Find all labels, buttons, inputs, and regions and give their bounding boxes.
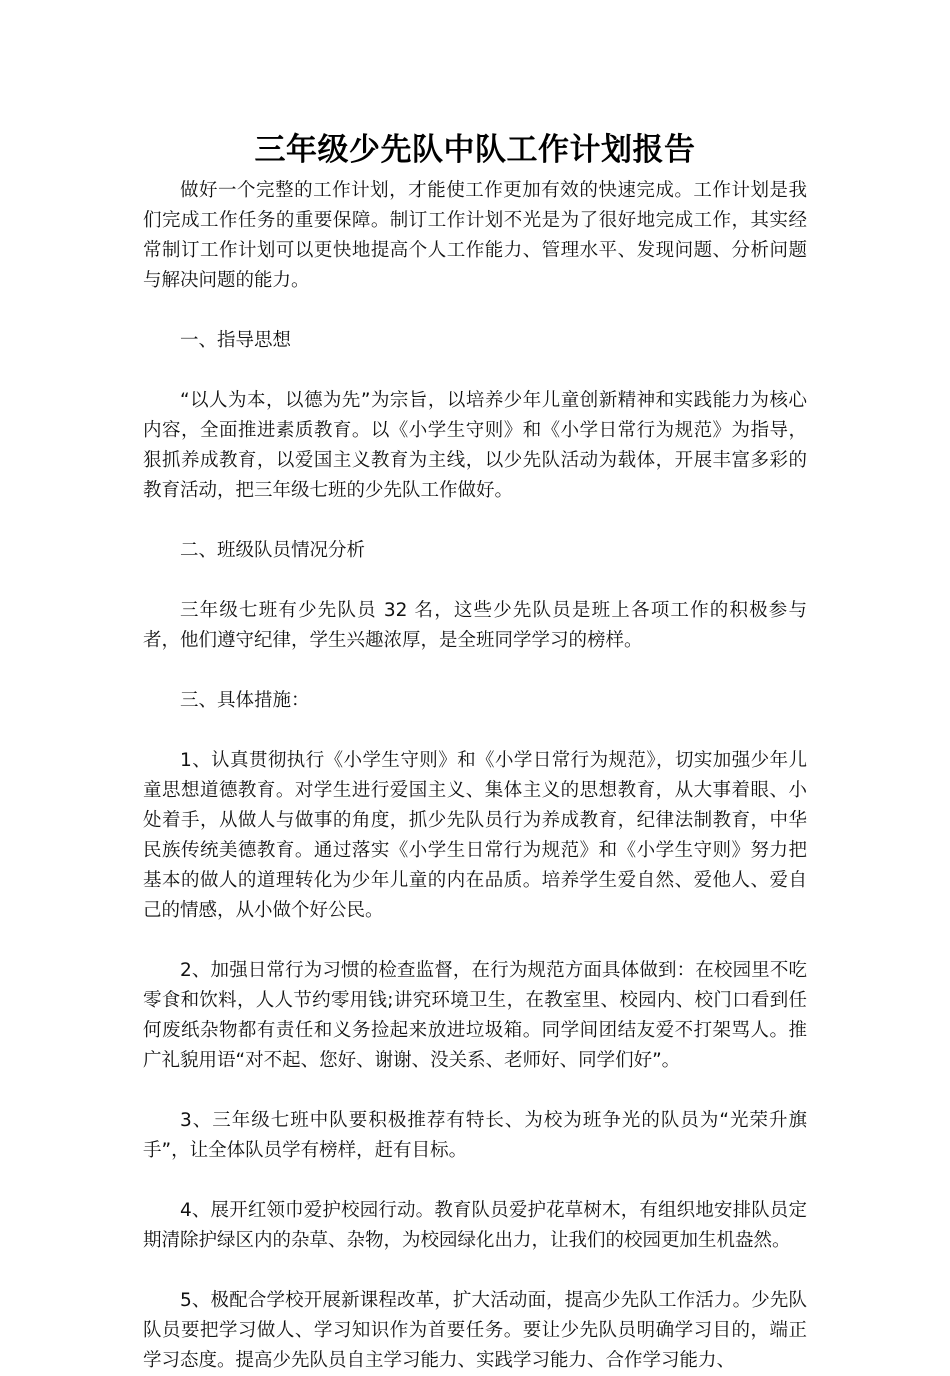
measure-item-5: 5、极配合学校开展新课程改革，扩大活动面，提高少先队工作活力。少先队队员要把学习做人、学习知识作为首要任务。要让少先队员明确学习目的，端正学习态度。提高少先队员自主学习能力、实践学习能力、合作学习能力、 xyxy=(143,1290,807,1371)
section-heading-class-analysis: 二、班级队员情况分析 xyxy=(180,540,366,561)
measure-item-3: 3、三年级七班中队要积极推荐有特长、为校为班争光的队员为“光荣升旗手”，让全体队员学有榜样，赶有目标。 xyxy=(143,1110,807,1161)
measure-item-2: 2、加强日常行为习惯的检查监督，在行为规范方面具体做到：在校园里不吃零食和饮料，人人节约零用钱;讲究环境卫生，在教室里、校园内、校门口看到任何废纸杂物都有责任和义务捡起来放进垃圾箱。同学间团结友爱不打架骂人。推广礼貌用语“对不起、您好、谢谢、没关系、老师好、同学们好”。 xyxy=(143,960,807,1071)
paragraph-gap xyxy=(143,1256,807,1286)
measure-item-4: 4、展开红领巾爱护校园行动。教育队员爱护花草树木，有组织地安排队员定期清除护绿区内的杂草、杂物，为校园绿化出力，让我们的校园更加生机盎然。 xyxy=(143,1200,807,1251)
paragraph-gap xyxy=(143,656,807,686)
paragraph-gap xyxy=(143,1076,807,1106)
section-heading-guiding-ideology: 一、指导思想 xyxy=(180,330,292,351)
intro-paragraph: 做好一个完整的工作计划，才能使工作更加有效的快速完成。工作计划是我们完成工作任务的重要保障。制订工作计划不光是为了很好地完成工作，其实经常制订工作计划可以更快地提高个人工作能力、管理水平、发现问题、分析问题与解决问题的能力。 xyxy=(143,180,807,291)
paragraph-gap xyxy=(143,296,807,326)
measure-item-1: 1、认真贯彻执行《小学生守则》和《小学日常行为规范》，切实加强少年儿童思想道德教育。对学生进行爱国主义、集体主义的思想教育，从大事着眼、小处着手，从做人与做事的角度，抓少先队员行为养成教育，纪律法制教育，中华民族传统美德教育。通过落实《小学生日常行为规范》和《小学生守则》努力把基本的做人的道理转化为少年儿童的内在品质。培养学生爱自然、爱他人、爱自己的情感，从小做个好公民。 xyxy=(143,750,807,921)
section-body-class-analysis: 三年级七班有少先队员 32 名，这些少先队员是班上各项工作的积极参与者，他们遵守纪律，学生兴趣浓厚，是全班同学学习的榜样。 xyxy=(143,600,807,651)
paragraph-gap xyxy=(143,356,807,386)
document-title: 三年级少先队中队工作计划报告 xyxy=(254,132,696,168)
section-heading-measures: 三、具体措施： xyxy=(180,690,310,711)
document-body xyxy=(143,176,807,1376)
paragraph-gap xyxy=(143,566,807,596)
paragraph-gap xyxy=(143,716,807,746)
paragraph-gap xyxy=(143,1166,807,1196)
paragraph-gap xyxy=(143,926,807,956)
section-body-guiding-ideology: “以人为本，以德为先”为宗旨，以培养少年儿童创新精神和实践能力为核心内容，全面推进素质教育。以《小学生守则》和《小学日常行为规范》为指导，狠抓养成教育，以爱国主义教育为主线，以少先队活动为载体，开展丰富多彩的教育活动，把三年级七班的少先队工作做好。 xyxy=(143,390,807,501)
paragraph-gap xyxy=(143,506,807,536)
